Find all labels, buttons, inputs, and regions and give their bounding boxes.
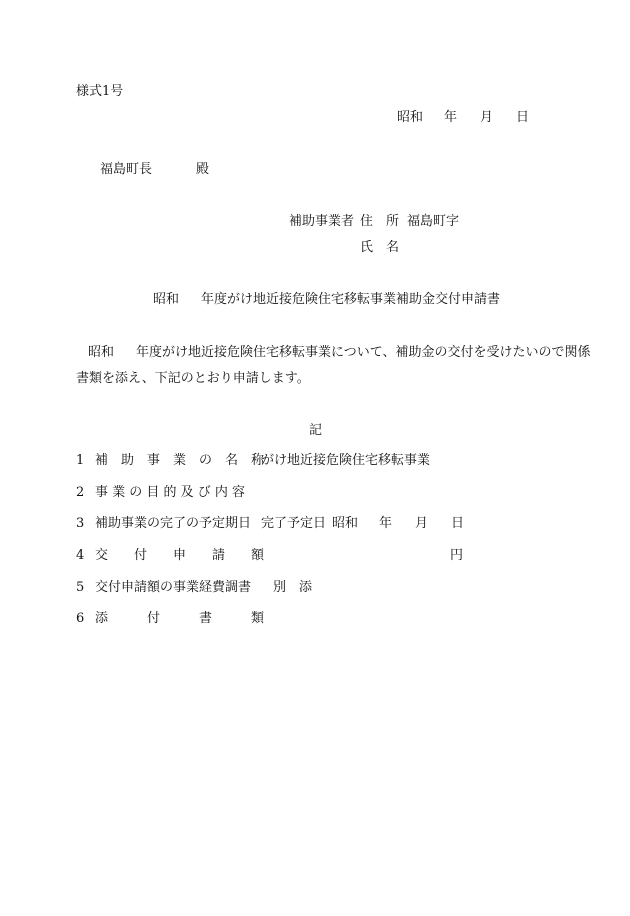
date-year-unit: 年	[444, 110, 458, 125]
address-value: 福島町字	[407, 214, 460, 229]
date-day-unit: 日	[516, 110, 530, 125]
item-era: 昭和	[332, 516, 359, 531]
item-number: 1	[76, 453, 85, 468]
body-line1-era: 昭和	[88, 345, 115, 360]
item-label: 交 付 申 請 額	[95, 548, 265, 563]
address-label: 住 所	[360, 214, 400, 229]
form-number: 様式1号	[76, 84, 124, 99]
applicant-role: 補助事業者	[289, 214, 355, 229]
ki-heading: 記	[309, 423, 323, 438]
name-label: 氏 名	[360, 240, 400, 255]
title-era: 昭和	[153, 292, 180, 307]
item-label: 補 助 事 業 の 名 称	[95, 453, 265, 468]
item-value: がけ地近接危険住宅移転事業	[261, 453, 431, 468]
addressee-honorific: 殿	[196, 162, 210, 177]
body-line1-text: 年度がけ地近接危険住宅移転事業について、補助金の交付を受けたいので関係	[136, 345, 591, 360]
item-label: 事 業 の 目 的 及 び 内 容	[95, 485, 246, 500]
item-month-unit: 月	[415, 516, 429, 531]
item-year-unit: 年	[379, 516, 393, 531]
date-month-unit: 月	[480, 110, 494, 125]
item-label: 補助事業の完了の予定期日	[95, 516, 252, 531]
body-line2-text: 書類を添え、下記のとおり申請します。	[76, 371, 310, 386]
item-number: 6	[76, 611, 85, 626]
item-number: 4	[76, 548, 85, 563]
item-unit: 円	[450, 548, 464, 563]
item-number: 5	[76, 580, 85, 595]
item-label: 添 付 書 類	[95, 611, 265, 626]
date-era: 昭和	[397, 110, 424, 125]
item-number: 3	[76, 516, 85, 531]
item-label: 交付申請額の事業経費調書	[95, 580, 252, 595]
item-day-unit: 日	[451, 516, 465, 531]
item-value-prefix: 完了予定日	[261, 516, 327, 531]
title-text: 年度がけ地近接危険住宅移転事業補助金交付申請書	[201, 292, 501, 307]
item-number: 2	[76, 485, 85, 500]
addressee-name: 福島町長	[100, 162, 153, 177]
item-value: 別 添	[273, 580, 313, 595]
